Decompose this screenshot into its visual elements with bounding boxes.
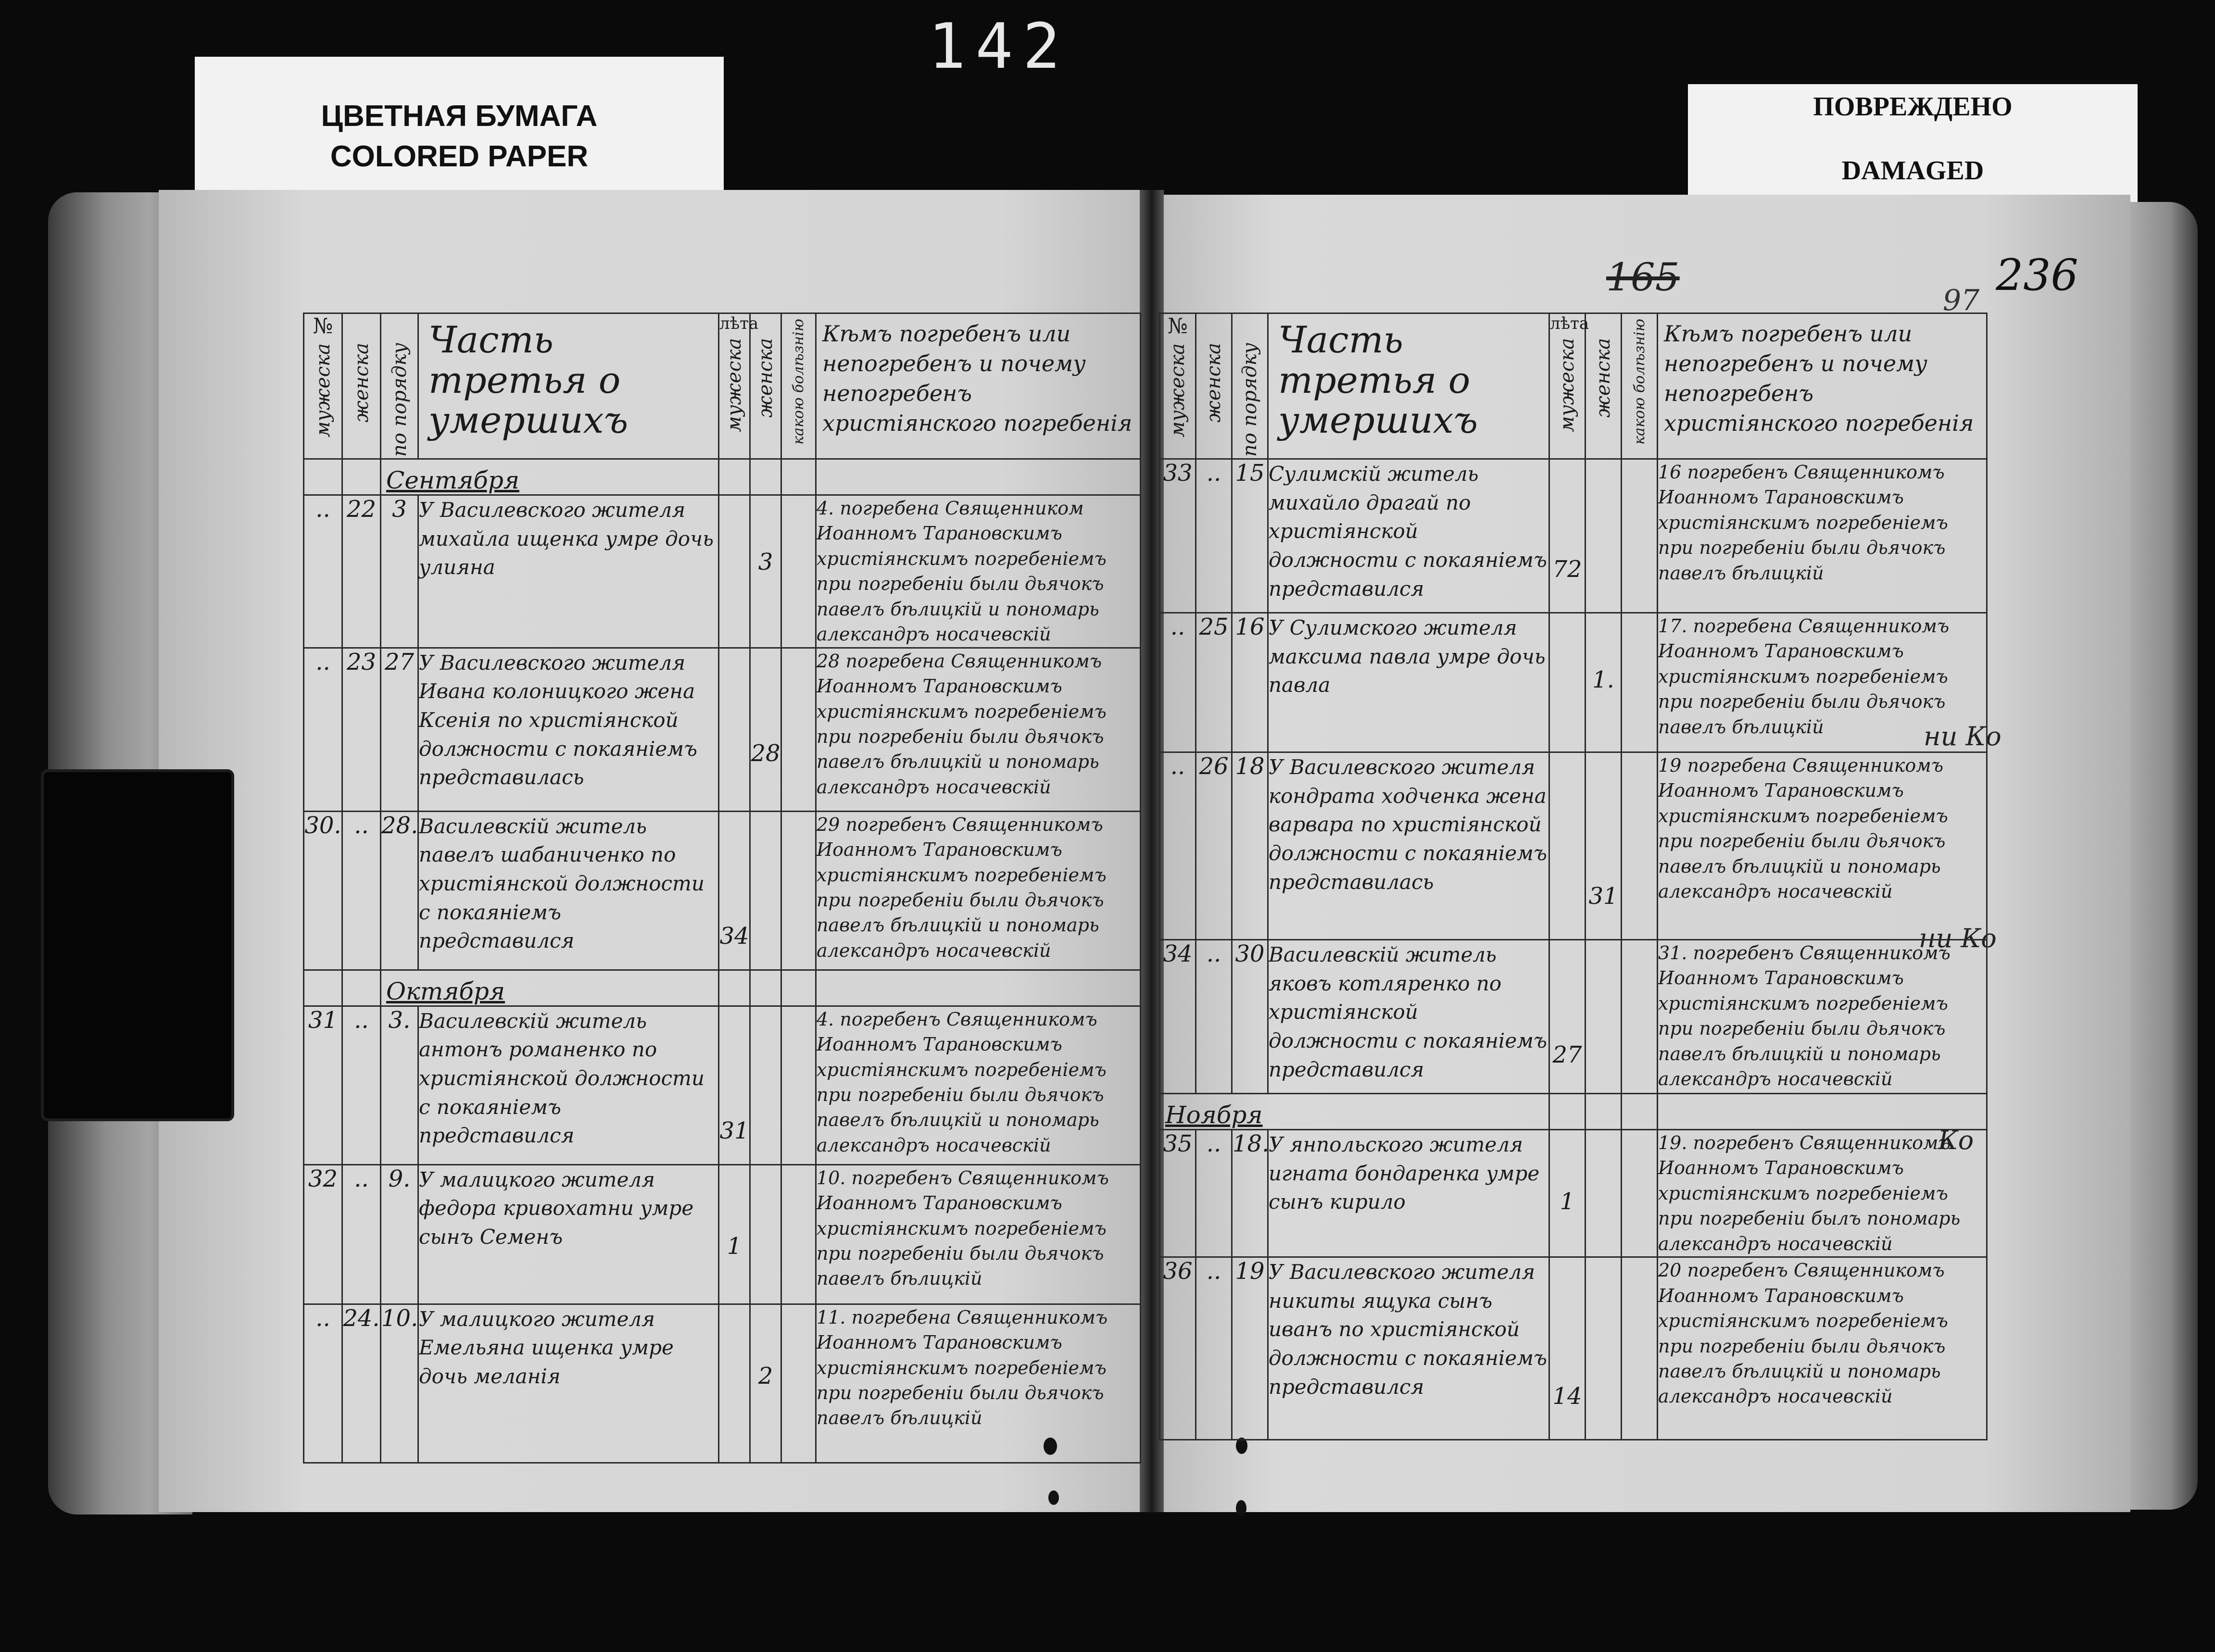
- col-female-no: женска: [342, 313, 381, 459]
- month-row: [1160, 1094, 1987, 1130]
- burial-note: 4. погребена Священником Иоанномъ Тарановскимъ христіянскимъ погребеніемъ при погребеніи были дьячокъ павелъ бѣлицкій и пономарь александръ носачевскій: [816, 495, 1141, 648]
- entry-description: Василевскій житель павелъ шабаниченко по христіянской должности с покаяніемъ представился: [418, 811, 719, 970]
- margin-note: Ко: [1938, 1125, 1974, 1155]
- burial-note: 31. погребенъ Священникомъ Иоанномъ Тарановскимъ христіянскимъ погребеніемъ при погребеніи были дьячокъ павелъ бѣлицкій и пономарь александръ носачевскій: [1658, 940, 1987, 1094]
- entry-description: У Сулимского жителя максима павла умре дочь павла: [1268, 613, 1549, 752]
- ink-blot: [1236, 1500, 1246, 1516]
- month-row: [304, 970, 1141, 1006]
- col-burial: Кѣмъ погребенъ или непогребенъ и почему непогребенъ христіянского погребенія: [816, 313, 1141, 459]
- month-row: [304, 459, 1141, 495]
- col-female-no: женска: [1196, 313, 1232, 459]
- margin-note: ни Ко: [1924, 721, 2001, 751]
- col-order: по порядку: [1232, 313, 1268, 459]
- entry-description: Василевскій житель яковъ котляренко по христіянской должности с покаяніемъ представился: [1268, 940, 1549, 1094]
- burial-note: 19 погребена Священникомъ Иоанномъ Тарановскимъ христіянскимъ погребеніемъ при погребеніи были дьячокъ павелъ бѣлицкій и пономарь александръ носачевскій: [1658, 752, 1987, 940]
- no-sign: №: [313, 314, 333, 338]
- burial-note: 19. погребенъ Священникомъ Иоанномъ Тарановскимъ христіянскимъ погребеніемъ при погребеніи былъ пономарь александръ носачевскій: [1658, 1130, 1987, 1257]
- ink-blot: [1048, 1490, 1059, 1505]
- burial-note: 16 погребенъ Священникомъ Иоанномъ Тарановскимъ христіянскимъ погребеніемъ при погребеніи были дьячокъ павелъ бѣлицкій: [1658, 459, 1987, 613]
- colored-paper-label-en: COLORED PAPER: [330, 140, 589, 173]
- entry-description: У Василевского жителя михайла ищенка умре дочь улияна: [418, 495, 719, 648]
- table-row: 36 .. 19 У Василевского жителя никиты ящука сынъ иванъ по христіянской должности с покаяніемъ представился 14 20 погребенъ Священникомъ Иоанномъ Тарановскимъ христіянскимъ погребеніемъ при погребеніи были дьячокъ павелъ бѣлицкій и пономарь александръ носачевскій: [1160, 1257, 1987, 1440]
- struck-folio-number: 165: [1606, 255, 1680, 300]
- table-header-row: [304, 313, 1141, 459]
- binding-clip: [41, 769, 234, 1121]
- burial-note: 29 погребенъ Священникомъ Иоанномъ Тарановскимъ христіянскимъ погребеніемъ при погребеніи были дьячокъ павелъ бѣлицкій и пономарь александръ носачевскій: [816, 811, 1141, 970]
- damaged-label: [1688, 84, 2138, 204]
- month-label: Октября: [386, 977, 505, 1005]
- col-male-no: № мужеска: [304, 313, 342, 459]
- month-label: Ноября: [1165, 1101, 1263, 1129]
- left-register-table: [303, 313, 1141, 1464]
- archive-folio-number: 142: [928, 10, 1070, 83]
- burial-note: 10. погребенъ Священникомъ Иоанномъ Тарановскимъ христіянскимъ погребеніемъ при погребеніи были дьячокъ павелъ бѣлицкій: [816, 1164, 1141, 1304]
- entry-description: У Василевского жителя никиты ящука сынъ иванъ по христіянской должности с покаяніемъ представился: [1268, 1257, 1549, 1440]
- col-age-female: женска: [750, 313, 781, 459]
- col-male-no: № мужеска: [1160, 313, 1196, 459]
- right-register-table: [1159, 313, 1988, 1440]
- colored-paper-label: [195, 57, 724, 196]
- margin-note: ни Ко: [1919, 923, 1997, 953]
- month-label: Сентября: [386, 466, 519, 494]
- entry-description: У Василевского жителя Ивана колоницкого жена Ксенія по христіянской должности с покаяніемъ представилась: [418, 648, 719, 811]
- table-row: 30. .. 28. Василевскій житель павелъ шабаниченко по христіянской должности с покаяніемъ представился 34 29 погребенъ Священникомъ Иоанномъ Тарановскимъ христіянскимъ погребеніемъ при погребеніи были дьячокъ павелъ бѣлицкій и пономарь александръ носачевскій: [304, 811, 1141, 970]
- col-age-male: лѣта мужеска: [719, 313, 750, 459]
- section-title: Часть третья о умершихъ: [1268, 313, 1549, 459]
- small-folio-number: 97: [1943, 284, 1980, 317]
- damaged-label-en: DAMAGED: [1841, 156, 1984, 186]
- burial-note: 4. погребенъ Священникомъ Иоанномъ Тарановскимъ христіянскимъ погребеніемъ при погребеніи были дьячокъ павелъ бѣлицкій и пономарь александръ носачевскій: [816, 1006, 1141, 1164]
- burial-note: 11. погребена Священникомъ Иоанномъ Тарановскимъ христіянскимъ погребеніемъ при погребеніи были дьячокъ павелъ бѣлицкій: [816, 1304, 1141, 1463]
- table-row: .. 24. 10. У малицкого жителя Емельяна ищенка умре дочь меланія 2 11. погребена Священникомъ Иоанномъ Тарановскимъ христіянскимъ погребеніемъ при погребеніи были дьячокъ павелъ бѣлицкій: [304, 1304, 1141, 1463]
- col-age-male: лѣта мужеска: [1549, 313, 1586, 459]
- table-row: .. 23 27 У Василевского жителя Ивана колоницкого жена Ксенія по христіянской должности с покаяніемъ представилась 28 28 погребена Священникомъ Иоанномъ Тарановскимъ христіянскимъ погребеніемъ при погребеніи были дьячокъ павелъ бѣлицкій и пономарь александръ носачевскій: [304, 648, 1141, 811]
- no-sign: №: [1168, 314, 1188, 338]
- section-title: Часть третья о умершихъ: [418, 313, 719, 459]
- col-burial: Кѣмъ погребенъ или непогребенъ и почему непогребенъ христіянского погребенія: [1658, 313, 1987, 459]
- entry-description: Сулимскій житель михайло драгай по христіянской должности с покаяніемъ представился: [1268, 459, 1549, 613]
- table-row: .. 22 3 У Василевского жителя михайла ищенка умре дочь улияна 3 4. погребена Священником Иоанномъ Тарановскимъ христіянскимъ погребеніемъ при погребеніи были дьячокъ павелъ бѣлицкій и пономарь александръ носачевскій: [304, 495, 1141, 648]
- damaged-label-ru: ПОВРЕЖДЕНО: [1813, 92, 2013, 122]
- entry-description: У малицкого жителя Емельяна ищенка умре дочь меланія: [418, 1304, 719, 1463]
- table-header-row: [1160, 313, 1987, 459]
- col-illness: какою болѣзнію: [781, 313, 816, 459]
- burial-note: 20 погребенъ Священникомъ Иоанномъ Тарановскимъ христіянскимъ погребеніемъ при погребеніи были дьячокъ павелъ бѣлицкій и пономарь александръ носачевскій: [1658, 1257, 1987, 1440]
- page-folio-number: 236: [1996, 250, 2078, 300]
- col-order: по порядку: [381, 313, 418, 459]
- table-row: 34 .. 30 Василевскій житель яковъ котляренко по христіянской должности с покаяніемъ представился 27 31. погребенъ Священникомъ Иоанномъ Тарановскимъ христіянскимъ погребеніемъ при погребеніи были дьячокъ павелъ бѣлицкій и пономарь александръ носачевскій: [1160, 940, 1987, 1094]
- entry-description: У янпольского жителя игната бондаренка умре сынъ кирило: [1268, 1130, 1549, 1257]
- col-illness: какою болѣзнію: [1622, 313, 1658, 459]
- table-row: .. 26 18 У Василевского жителя кондрата ходченка жена варвара по христіянской должности с покаяніемъ представилась 31 19 погребена Священникомъ Иоанномъ Тарановскимъ христіянскимъ погребеніемъ при погребеніи были дьячокъ павелъ бѣлицкій и пономарь александръ носачевскій: [1160, 752, 1987, 940]
- entry-description: Василевскій житель антонъ романенко по христіянской должности с покаяніемъ представился: [418, 1006, 719, 1164]
- entry-description: У малицкого жителя федора кривохатни умре сынъ Семенъ: [418, 1164, 719, 1304]
- entry-description: У Василевского жителя кондрата ходченка жена варвара по христіянской должности с покаяніемъ представилась: [1268, 752, 1549, 940]
- table-row: 32 .. 9. У малицкого жителя федора кривохатни умре сынъ Семенъ 1 10. погребенъ Священникомъ Иоанномъ Тарановскимъ христіянскимъ погребеніемъ при погребеніи были дьячокъ павелъ бѣлицкій: [304, 1164, 1141, 1304]
- burial-note: 28 погребена Священникомъ Иоанномъ Тарановскимъ христіянскимъ погребеніемъ при погребеніи были дьячокъ павелъ бѣлицкій и пономарь александръ носачевскій: [816, 648, 1141, 811]
- table-row: 33 .. 15 Сулимскій житель михайло драгай по христіянской должности с покаяніемъ представился 72 16 погребенъ Священникомъ Иоанномъ Тарановскимъ христіянскимъ погребеніемъ при погребеніи были дьячокъ павелъ бѣлицкій: [1160, 459, 1987, 613]
- table-row: .. 25 16 У Сулимского жителя максима павла умре дочь павла 1. 17. погребена Священникомъ Иоанномъ Тарановскимъ христіянскимъ погребеніемъ при погребеніи были дьячокъ павелъ бѣлицкій: [1160, 613, 1987, 752]
- table-row: 35 .. 18. У янпольского жителя игната бондаренка умре сынъ кирило 1 19. погребенъ Священникомъ Иоанномъ Тарановскимъ христіянскимъ погребеніемъ при погребеніи былъ пономарь александръ носачевскій: [1160, 1130, 1987, 1257]
- colored-paper-label-ru: ЦВЕТНАЯ БУМАГА: [321, 100, 598, 133]
- col-age-female: женска: [1586, 313, 1622, 459]
- burial-note: 17. погребена Священникомъ Иоанномъ Тарановскимъ христіянскимъ погребеніемъ при погребеніи были дьячокъ павелъ бѣлицкій: [1658, 613, 1987, 752]
- table-row: 31 .. 3. Василевскій житель антонъ романенко по христіянской должности с покаяніемъ представился 31 4. погребенъ Священникомъ Иоанномъ Тарановскимъ христіянскимъ погребеніемъ при погребеніи были дьячокъ павелъ бѣлицкій и пономарь александръ носачевскій: [304, 1006, 1141, 1164]
